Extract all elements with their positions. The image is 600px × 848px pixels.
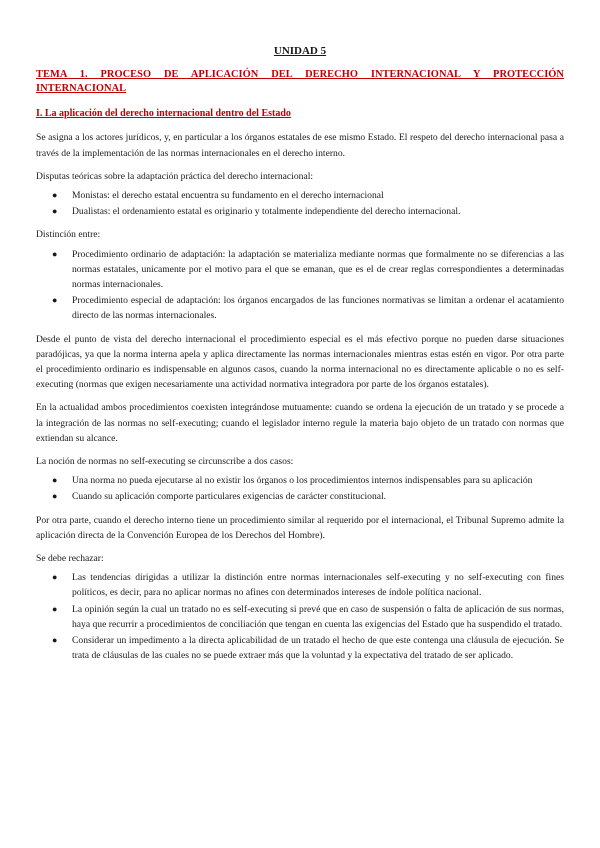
paragraph-distincion: Distinción entre: [36, 229, 101, 241]
paragraph-nocion: La noción de normas no self-executing se circunscribe a dos casos: [36, 456, 294, 468]
list-casos [36, 473, 564, 504]
bullet-icon: ● [52, 190, 58, 201]
paragraph-disputas: Disputas teóricas sobre la adaptación práctica del derecho internacional: [36, 170, 314, 182]
list-teorias [36, 188, 564, 219]
list-item: ● Cuando su aplicación comporte particulares exigencias de carácter constitucional. [36, 489, 564, 504]
bullet-icon: ● [52, 295, 58, 306]
list-distincion [36, 247, 564, 324]
bullet-icon: ● [52, 635, 58, 646]
bullet-icon: ● [52, 491, 58, 502]
unit-title: UNIDAD 5 [273, 45, 327, 57]
paragraph-rechazar: Se debe rechazar: [36, 553, 104, 565]
paragraph-tribunal: Por otra parte, cuando el derecho interno tiene un procedimiento similar al requerido por el internacional, el Tribunal Supremo admite la aplicación directa de la Convención Europea de los Derechos del Hombre). [36, 514, 564, 541]
bullet-icon: ● [52, 572, 58, 583]
paragraph-actualidad: En la actualidad ambos procedimientos coexisten integrándose mutuamente: cuando se ordena la ejecución de un tratado y se procede a la integración de las normas no self-executing; cuando el legislador interno regule la materia bajo objeto de un tratado con normas que extiendan su alcance. [36, 402, 564, 444]
bullet-icon: ● [52, 206, 58, 217]
list-item: ● La opinión según la cual un tratado no es self-executing si prevé que en caso de suspensión o falta de aplicación de sus normas, haya que recurrir a procedimientos de conciliación que tengan en cuenta las exigencias del Estado que ha suspendido el tratado. [52, 603, 564, 630]
list-item: ● Monistas: el derecho estatal encuentra su fundamento en el derecho internacional [36, 188, 564, 203]
list-item: ● Una norma no pueda ejecutarse al no existir los órganos o los procedimientos internos indispensables para su aplicación [36, 473, 564, 488]
paragraph-intro: Se asigna a los actores jurídicos, y, en particular a los órganos estatales de ese mismo Estado. El respeto del derecho internacional pasa a través de la implementación de las normas internacionales en el derecho interno. [36, 132, 564, 159]
list-item: ● Dualistas: el ordenamiento estatal es originario y totalmente independiente del derecho internacional. [36, 204, 564, 219]
tema-title: TEMA 1. PROCESO DE APLICACIÓN DEL DERECHO INTERNACIONAL Y PROTECCIÓN INTERNACIONAL [36, 69, 564, 95]
list-item: ● Considerar un impedimento a la directa aplicabilidad de un tratado el hecho de que este contenga una cláusula de ejecución. Se trata de cláusulas de las cuales no se puede extraer más que la voluntad y la expectativa del tratado de ser aplicado. [52, 635, 564, 662]
bullet-icon: ● [52, 475, 58, 486]
paragraph-punto-de-vista: Desde el punto de vista del derecho internacional el procedimiento especial es el más efectivo porque no pueden darse situaciones paradójicas, ya que la norma interna apela y aplica directamente las normas internacionales mientras estas estén en vigor. Por otra parte el procedimiento ordinario es indispensable en algunos casos, cuando la norma internacional no es directamente aplicable o no es self-executing (normas que exigen necesariamente una actividad normativa integradora por parte de los órganos estatales). [36, 333, 564, 391]
bullet-icon: ● [52, 248, 58, 259]
list-rechazar [36, 570, 564, 663]
section-title: I. La aplicación del derecho internacional dentro del Estado [36, 108, 291, 120]
bullet-icon: ● [52, 603, 58, 614]
list-item: ● Las tendencias dirigidas a utilizar la distinción entre normas internacionales self-executing y no self-executing con fines políticos, es decir, para no aplicar normas no afines con determinados intereses de índole política nacional. [52, 572, 564, 599]
list-item: ● Procedimiento especial de adaptación: los órganos encargados de las funciones normativas se limitan a ordenar el acatamiento directo de las normas internacionales. [52, 295, 564, 322]
list-item: ● Procedimiento ordinario de adaptación: la adaptación se materializa mediante normas que formalmente no se diferencias a las normas estatales, unicamente por el motivo para el que se emanan, que es el de crear reglas correspondientes a determinadas normas internacionales. [52, 248, 564, 291]
